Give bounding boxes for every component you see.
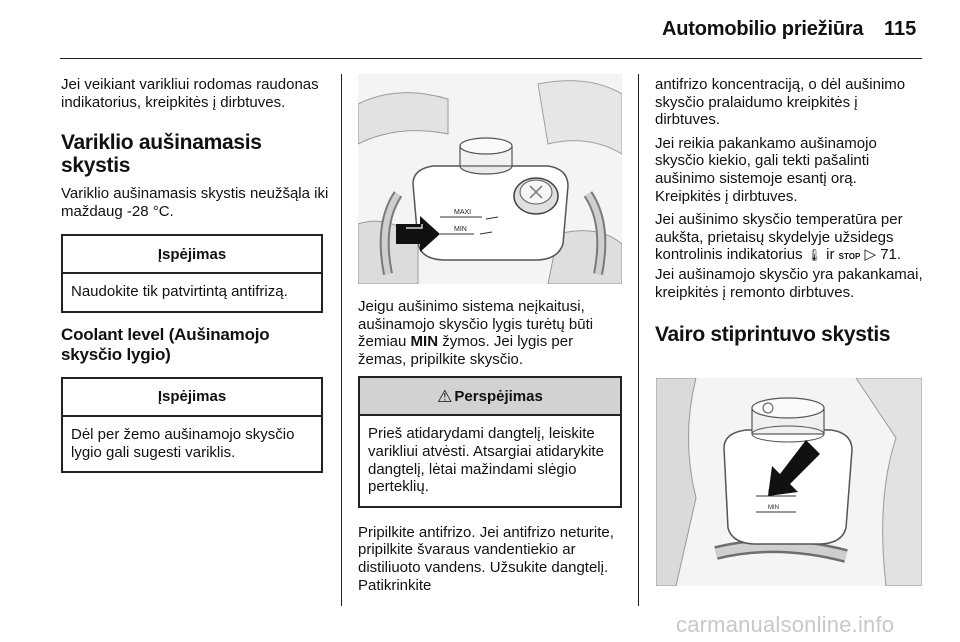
notice-box-body: Dėl per žemo aušinamojo skysčio lygio gali sugesti variklis.	[71, 425, 295, 461]
notice-box-title: Įspėjimas	[63, 379, 321, 417]
caution-box-body: Prieš atidarydami dangtelį, leiskite varikliui atvėsti. Atsargiai atidarykite dangtelį, lėtai mažindami slėgio perteklių.	[368, 425, 604, 496]
concentration-paragraph: antifrizo koncentraciją, o dėl aušinimo skysčio pralaidumo kreipkitės į dirbtuves.	[655, 76, 906, 129]
caution-box-title: ⚠ Perspėjimas	[360, 378, 620, 416]
header-divider	[60, 58, 922, 59]
page-header-title: Automobilio priežiūra	[662, 18, 864, 40]
ps-min-mark-label: MIN	[768, 505, 779, 511]
power-steering-reservoir-drawing	[656, 378, 922, 586]
notice-box-low-level	[61, 377, 323, 473]
watermark-text: carmanualsonline.info	[676, 612, 895, 637]
notice-box-body: Naudokite tik patvirtintą antifrizą.	[71, 283, 288, 301]
coolant-temperature-icon: 🌡	[806, 248, 822, 263]
refill-paragraph: Pripilkite antifrizo. Jei antifrizo neturite, pripilkite švaraus vandentiekio ar distiliuoto vandens. Užsukite dangtelį. Patikrinkite	[358, 523, 614, 594]
section-heading-coolant-level: Coolant level (Aušinamojo skysčio lygio)	[61, 324, 270, 364]
column-1	[61, 76, 331, 473]
coolant-paragraph: Variklio aušinamasis skystis neužšąla iki maždaug -28 °C.	[61, 185, 329, 220]
min-mark-reference: MIN	[410, 333, 439, 351]
caution-box-cap	[358, 376, 622, 507]
section-heading-coolant: Variklio aušinamasis skystis	[61, 131, 262, 178]
column-divider-left	[341, 74, 342, 606]
page-number: 115	[884, 18, 917, 40]
column-3	[655, 76, 923, 346]
page-reference-icon: ▷	[864, 246, 877, 264]
coolant-reservoir-drawing	[358, 74, 622, 284]
notice-box-title: Įspėjimas	[63, 236, 321, 274]
coolant-level-paragraph: Jeigu aušinimo sistema neįkaitusi, aušinamojo skysčio lygis turėtų būti žemiau MIN žymos. Jei lygis per žemas, pripilkite skysčio.	[358, 298, 594, 368]
stop-indicator-label: STOP	[838, 252, 861, 262]
air-bleed-paragraph: Jei reikia pakankamo aušinamojo skysčio kiekio, gali tekti pašalinti aušinimo sistemoje esantį orą. Kreipkitės į dirbtuves.	[655, 134, 877, 205]
warning-triangle-icon: ⚠	[437, 386, 453, 406]
min-mark-label: MIN	[454, 226, 467, 233]
maxi-mark-label: MAXI	[454, 209, 472, 216]
power-steering-reservoir-illustration	[656, 378, 922, 586]
column-divider-right	[638, 74, 639, 606]
notice-box-antifreeze	[61, 234, 323, 313]
coolant-reservoir-illustration	[358, 74, 622, 284]
section-heading-power-steering: Vairo stiprintuvo skystis	[655, 323, 891, 347]
column-2	[358, 298, 623, 600]
intro-paragraph: Jei veikiant varikliui rodomas raudonas indikatorius, kreipkitės į dirbtuves.	[61, 76, 319, 111]
temperature-paragraph: Jei aušinimo skysčio temperatūra per aukšta, prietaisų skydelyje užsidegs kontrolinis indikatorius 🌡 ir STOP ▷ 71. Jei aušinamojo skysčio yra pakankamai, kreipkitės į remonto dirbtuves.	[655, 211, 923, 301]
